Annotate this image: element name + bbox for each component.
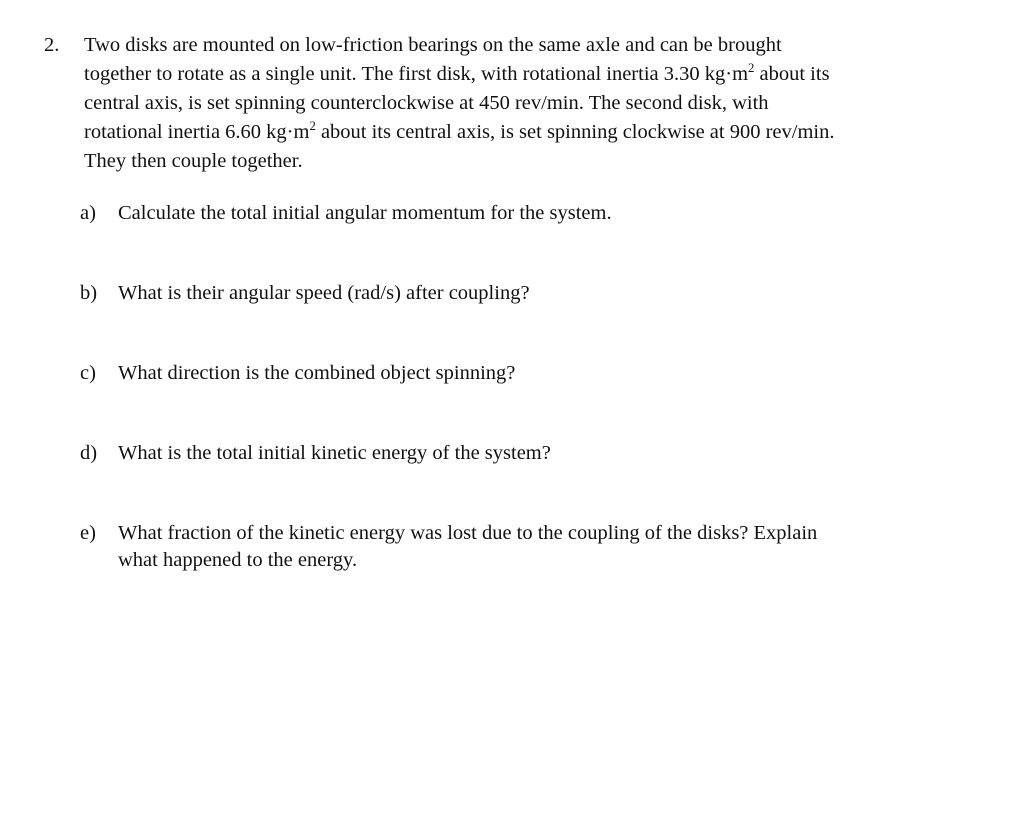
- part-question: [118, 440, 918, 467]
- statement-line-4-text: rotational inertia 6.60 kg·m: [84, 121, 310, 143]
- statement-line-2: [84, 60, 944, 89]
- part-letter: c): [80, 362, 96, 384]
- statement-line-4-tail: about its central axis, is set spinning clockwise at 900 rev/min.: [315, 121, 835, 143]
- statement-line-2-text: together to rotate as a single unit. The first disk, with rotational inertia 3.30 kg·m: [84, 63, 749, 85]
- statement-line-5: They then couple together.: [84, 150, 303, 172]
- part-question-line: What fraction of the kinetic energy was lost due to the coupling of the disks? Explain: [118, 522, 818, 544]
- squared-superscript: 2: [309, 119, 316, 134]
- part-question: [118, 520, 918, 574]
- part-letter: d): [80, 442, 98, 464]
- part-letter: a): [80, 202, 96, 224]
- part-question-line: What is the total initial kinetic energy of the system?: [118, 442, 551, 464]
- part-question: [118, 280, 918, 307]
- part-question-line: Calculate the total initial angular momentum for the system.: [118, 202, 612, 224]
- part-question: [118, 360, 918, 387]
- part-letter: b): [80, 282, 98, 304]
- statement-line-1: Two disks are mounted on low-friction bearings on the same axle and can be brought: [84, 34, 782, 56]
- problem-number: 2.: [44, 34, 60, 56]
- part-letter: e): [80, 522, 96, 544]
- statement-line-3: central axis, is set spinning counterclockwise at 450 rev/min. The second disk, with: [84, 92, 769, 114]
- statement-line-4: [84, 118, 944, 147]
- statement-line-2-tail: about its: [754, 63, 830, 85]
- squared-superscript: 2: [748, 61, 755, 76]
- part-question-line: what happened to the energy.: [118, 549, 358, 571]
- problem-statement: [84, 31, 944, 176]
- part-question-line: What is their angular speed (rad/s) after coupling?: [118, 282, 530, 304]
- part-question-line: What direction is the combined object spinning?: [118, 362, 516, 384]
- part-question: [118, 200, 918, 227]
